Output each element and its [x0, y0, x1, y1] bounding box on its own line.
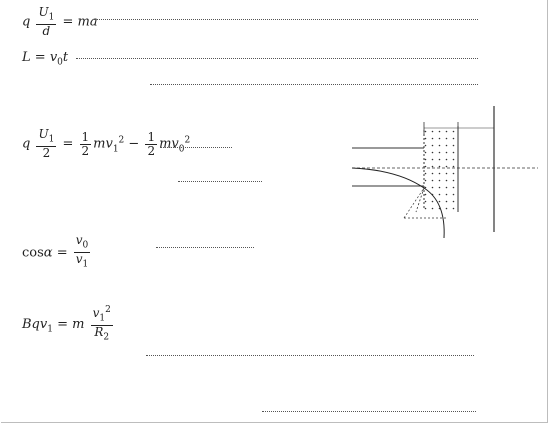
- eq-energy: q $\frac{U_1}{2}$ = $\frac{1}{2}$ $mv_1^2$ − $\frac{1}{2}$ $mv_0^2$: [22, 127, 191, 161]
- leader-dots: [94, 19, 478, 20]
- magnetic-field-region: [424, 130, 458, 210]
- leader-dots: [178, 181, 262, 182]
- leader-dots: [262, 411, 476, 412]
- eq-lorentz: Bqv$_1$ = m $\frac{v_1^2}{R_2}$: [22, 305, 111, 343]
- leader-dots: [76, 58, 478, 59]
- radius-line: [416, 188, 424, 212]
- trajectory-electric: [352, 168, 424, 188]
- eq-cos-alpha: cosα = $\frac{v_0}{v_1}$: [22, 233, 89, 270]
- leader-dots: [146, 355, 474, 356]
- leader-dots: [150, 84, 478, 85]
- leader-dots: [160, 147, 232, 148]
- leader-dots: [156, 247, 254, 248]
- eq-length: $L = v_0t$: [22, 50, 69, 68]
- eq-force: q $\frac{U_1}{d}$ = ma: [22, 5, 98, 39]
- field-diagram: [338, 100, 550, 240]
